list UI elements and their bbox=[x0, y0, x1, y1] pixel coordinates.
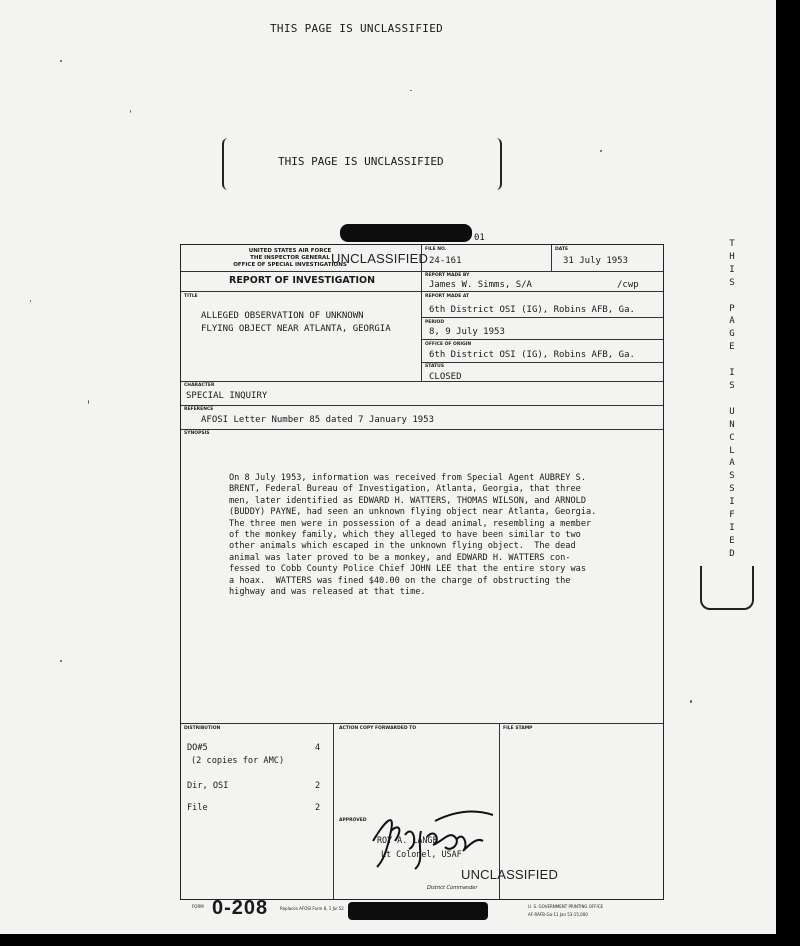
reference-value: AFOSI Letter Number 85 dated 7 January 1953 bbox=[201, 415, 434, 425]
distribution-item-count: 2 bbox=[315, 803, 321, 813]
label-date: DATE bbox=[555, 247, 569, 252]
synopsis-line: other animals which escaped in the unknown flying object. The dead bbox=[229, 541, 576, 552]
distribution-item-note: (2 copies for AMC) bbox=[191, 756, 285, 766]
label-character: CHARACTER bbox=[184, 383, 215, 388]
label-action-copy: ACTION COPY FORWARDED TO bbox=[339, 726, 417, 731]
synopsis-line: of the monkey family, which they alleged to have been similar to two bbox=[229, 530, 581, 541]
side-stamp-letter: L bbox=[729, 445, 735, 456]
side-stamp-letter: F bbox=[729, 510, 735, 521]
label-title: TITLE bbox=[184, 294, 198, 299]
side-stamp-letter: I bbox=[729, 264, 735, 275]
form-prefix: FORM bbox=[192, 904, 204, 909]
approver-name: ROY A. LANGE bbox=[377, 835, 438, 845]
synopsis-line: (BUDDY) PAYNE, had seen an unknown flying object near Atlanta, Georgia. bbox=[229, 507, 597, 518]
character-value: SPECIAL INQUIRY bbox=[186, 391, 268, 401]
side-stamp-letter: S bbox=[729, 484, 735, 495]
distribution-item-name: File bbox=[187, 803, 208, 813]
distribution-item-count: 4 bbox=[315, 743, 321, 753]
distribution-item-name: DO#5 bbox=[187, 743, 208, 753]
side-stamp-letter: E bbox=[729, 342, 735, 353]
top-classification-banner: THIS PAGE IS UNCLASSIFIED bbox=[270, 22, 444, 35]
distribution-item-name: Dir, OSI bbox=[187, 781, 229, 791]
report-title: REPORT OF INVESTIGATION bbox=[229, 275, 376, 286]
side-stamp-letter: A bbox=[729, 458, 735, 469]
report-made-by: James W. Simms, S/A bbox=[429, 280, 532, 290]
side-stamp-letter: I bbox=[729, 497, 735, 508]
label-report-made-at: REPORT MADE AT bbox=[425, 294, 470, 299]
synopsis-line: The three men were in possession of a dead animal, resembling a member bbox=[229, 518, 592, 529]
label-file-stamp: FILE STAMP bbox=[503, 726, 533, 731]
case-title-line-1: ALLEGED OBSERVATION OF UNKNOWN bbox=[201, 311, 364, 321]
side-stamp-letter: U bbox=[729, 406, 735, 417]
synopsis-text bbox=[229, 473, 619, 598]
label-office-of-origin: OFFICE OF ORIGIN bbox=[425, 342, 472, 347]
side-stamp-letter: S bbox=[729, 471, 735, 482]
distribution-item-count: 2 bbox=[315, 781, 321, 791]
side-stamp-letter: T bbox=[729, 239, 735, 249]
side-stamp-letter: D bbox=[729, 548, 735, 559]
side-stamp-letter: N bbox=[729, 419, 735, 430]
approver-title: District Commander bbox=[427, 885, 478, 891]
synopsis-line: On 8 July 1953, information was received from Special Agent AUBREY S. bbox=[229, 473, 586, 483]
label-report-made-by: REPORT MADE BY bbox=[425, 273, 470, 278]
side-stamp-letter: S bbox=[729, 277, 735, 288]
office-of-origin: 6th District OSI (IG), Robins AFB, Ga. bbox=[429, 350, 635, 360]
side-stamp-bracket bbox=[700, 566, 754, 610]
redaction-bar bbox=[340, 224, 472, 242]
side-stamp-letter: H bbox=[729, 251, 735, 262]
form-number: 0-208 bbox=[212, 897, 269, 919]
side-stamp-letter: I bbox=[729, 368, 735, 379]
label-approved: APPROVED bbox=[339, 818, 367, 823]
side-stamp-letter: G bbox=[729, 329, 735, 340]
synopsis-line: men, later identified as EDWARD H. WATTERS, THOMAS WILSON, and ARNOLD bbox=[229, 495, 586, 506]
redaction-bar-bottom bbox=[348, 902, 488, 920]
label-period: PERIOD bbox=[425, 320, 445, 325]
synopsis-line: a hoax. WATTERS was fined $40.00 on the charge of obstructing the bbox=[229, 575, 571, 586]
report-made-at: 6th District OSI (IG), Robins AFB, Ga. bbox=[429, 305, 635, 315]
form-replaces-note: Replaces AFOSI Form 8, 1 Jul 52 bbox=[280, 906, 344, 911]
label-status: STATUS bbox=[425, 364, 445, 369]
print-code: AF-RAFB-Ga-11 Jan 53-15,000 bbox=[528, 912, 588, 917]
side-stamp-letter: A bbox=[729, 316, 735, 327]
label-synopsis: SYNOPSIS bbox=[184, 431, 210, 436]
label-file-no: FILE NO. bbox=[425, 247, 447, 252]
typist-initials: /cwp bbox=[617, 280, 639, 290]
org-line-3: OFFICE OF SPECIAL INVESTIGATIONS bbox=[233, 262, 347, 268]
vertical-classification-stamp bbox=[722, 238, 742, 561]
synopsis-line: fessed to Cobb County Police Chief JOHN LEE that the entire story was bbox=[229, 564, 586, 575]
label-distribution: DISTRIBUTION bbox=[184, 726, 221, 731]
org-line-2: THE INSPECTOR GENERAL bbox=[250, 255, 330, 261]
redaction-tail-text: 01 bbox=[474, 233, 485, 243]
side-stamp-letter: S bbox=[729, 380, 735, 391]
classification-stamp-text: THIS PAGE IS UNCLASSIFIED bbox=[278, 155, 444, 168]
approver-rank: Lt Colonel, USAF bbox=[381, 849, 462, 859]
side-stamp-letter: I bbox=[729, 522, 735, 533]
synopsis-line: BRENT, Federal Bureau of Investigation, Atlanta, Georgia, that three bbox=[229, 484, 581, 495]
report-date: 31 July 1953 bbox=[563, 256, 629, 266]
case-title-line-2: FLYING OBJECT NEAR ATLANTA, GEORGIA bbox=[201, 324, 391, 334]
side-stamp-letter: P bbox=[729, 303, 735, 314]
report-form bbox=[180, 244, 664, 900]
side-stamp-letter: E bbox=[729, 535, 735, 546]
investigation-period: 8, 9 July 1953 bbox=[429, 327, 505, 337]
side-stamp-letter: C bbox=[729, 432, 735, 443]
file-number: 24-161 bbox=[429, 256, 462, 266]
unclassified-stamp-footer: UNCLASSIFIED bbox=[461, 867, 559, 882]
gpo-imprint: U. S. GOVERNMENT PRINTING OFFICE bbox=[528, 904, 604, 909]
org-line-1: UNITED STATES AIR FORCE bbox=[248, 248, 332, 254]
label-reference: REFERENCE bbox=[184, 407, 214, 412]
case-status: CLOSED bbox=[429, 372, 462, 382]
synopsis-line: animal was later proved to be a monkey, and EDWARD H. WATTERS con- bbox=[229, 552, 571, 563]
synopsis-line: highway and was released at that time. bbox=[229, 587, 426, 598]
unclassified-stamp-header: UNCLASSIFIED bbox=[331, 251, 429, 266]
